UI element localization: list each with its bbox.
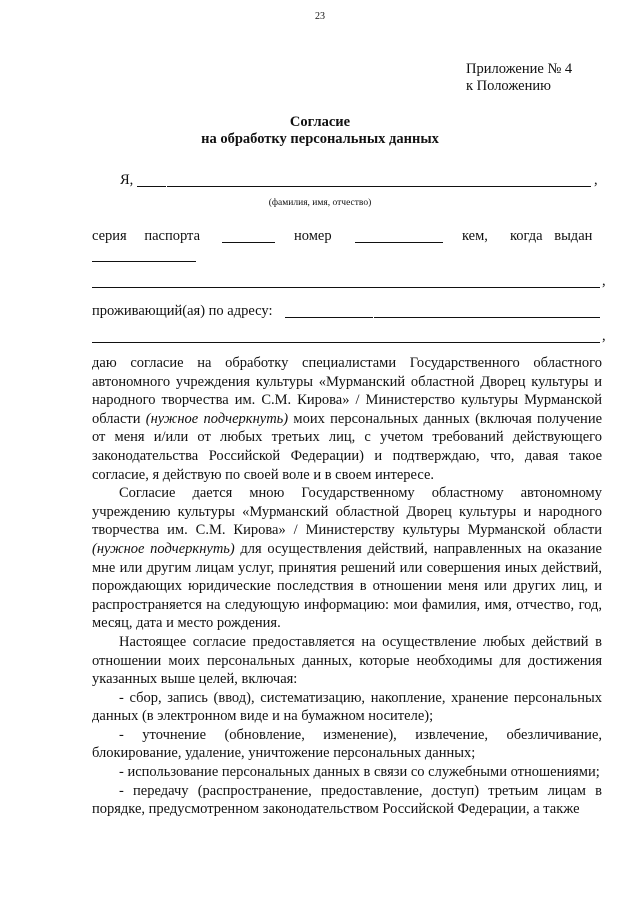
consent-body xyxy=(92,354,602,819)
list-item: - уточнение (обновление, изменение), извлечение, обезличивание, блокирование, удаление, уничтожение персональных данных; xyxy=(92,726,602,762)
i-label: Я, xyxy=(120,172,134,188)
issue-date-blank[interactable] xyxy=(92,261,196,262)
when-issued-label: когда выдан xyxy=(510,228,593,244)
address-continuation-blank[interactable] xyxy=(92,342,600,343)
fio-comma: , xyxy=(594,172,598,188)
appendix-reference xyxy=(466,61,572,95)
appendix-line-1: Приложение № 4 xyxy=(466,61,573,77)
paragraph-1: даю согласие на обработку специалистами Государственного областного автономного учреждения культуры «Мурманский областной Дворец культуры и народного творчества им. С.М. Кирова» / Министерство культуры Мурманской области (нужное подчеркнуть) моих персональных данных (включая получение от меня и/или от любых третьих лиц, с учетом требований действующего законодательства Российской Федерации) и подтверждаю, что, давая такое согласие, я действую по своей воле и в своем интересе. xyxy=(92,355,603,483)
passport-issuer-blank[interactable] xyxy=(92,287,600,288)
page-number: 23 xyxy=(315,11,325,22)
address-blank[interactable] xyxy=(374,317,600,318)
underline-instruction: (нужное подчеркнуть) xyxy=(145,410,289,427)
appendix-line-2: к Положению xyxy=(466,78,551,94)
paragraph-3: Настоящее согласие предоставляется на осуществление любых действий в отношении моих персональных данных, которые необходимы для достижения указанных выше целей, включая: xyxy=(92,633,602,688)
passport-series-label: серия паспорта xyxy=(92,228,201,244)
title-line-1: Согласие xyxy=(289,114,351,130)
fio-blank-short[interactable] xyxy=(137,186,166,187)
fio-caption: (фамилия, имя, отчество) xyxy=(268,198,372,208)
fio-blank[interactable] xyxy=(167,186,591,187)
list-item: - передачу (распространение, предоставление, доступ) третьим лицам в порядке, предусмотренном законодательством Российской Федерации, а также xyxy=(92,782,602,818)
paragraph-2: Согласие дается мною Государственному областному автономному учреждению культуры «Мурманский областной Дворец культуры и народного творчества им. С.М. Кирова» / Министерству культуры Мурманской области (нужное подчеркнуть) для осуществления действий, направленных на оказание мне или другим лицам услуг, принятия решений или совершения иных действий, порождающих юридические последствия в отношении меня или других лиц, и распространяется на следующую информацию: мои фамилия, имя, отчество, год, месяц, дата и место рождения. xyxy=(92,485,602,632)
address-label: проживающий(ая) по адресу: xyxy=(92,303,273,319)
passport-number-blank[interactable] xyxy=(355,242,443,243)
list-item: - использование персональных данных в связи со служебными отношениями; xyxy=(119,764,600,781)
title-line-2: на обработку персональных данных xyxy=(201,131,439,147)
underline-instruction: (нужное подчеркнуть) xyxy=(92,540,235,557)
list-item: - сбор, запись (ввод), систематизацию, накопление, хранение персональных данных (в электронном виде и на бумажном носителе); xyxy=(92,689,602,725)
passport-number-label: номер xyxy=(294,228,332,244)
address-blank-short[interactable] xyxy=(285,317,373,318)
issuer-comma: , xyxy=(602,273,606,289)
address-comma: , xyxy=(602,328,606,344)
document-title xyxy=(0,114,640,148)
issued-by-label: кем, xyxy=(462,228,488,244)
passport-series-blank[interactable] xyxy=(222,242,275,243)
